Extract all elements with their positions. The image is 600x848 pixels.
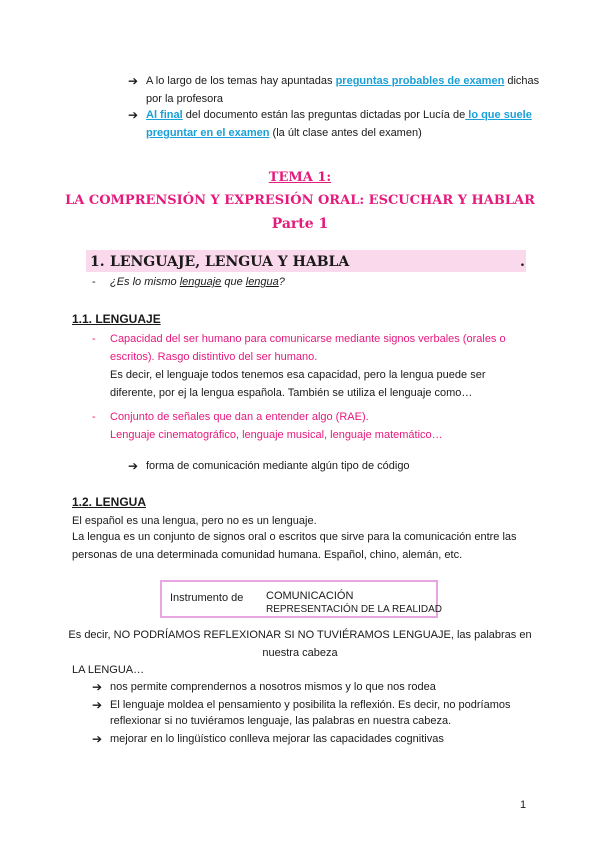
tema-title: TEMA 1: [268,170,332,185]
lengua-p2: La lengua es un conjunto de signos oral o escritos que sirve para la comunicación entre las [72,531,517,543]
section-1-title: LENGUAJE, LENGUA Y HABLA [110,254,350,270]
dash-bullet: - [92,333,96,345]
arrow-icon: ➔ [128,108,139,122]
intro-line-1: A lo largo de los temas hay apuntadas preguntas probables de examen dichas [146,75,540,87]
arrow-icon: ➔ [92,732,103,746]
exam-questions-link[interactable]: preguntas probables de examen [335,75,505,87]
center-line-1: Es decir, NO PODRÍAMOS REFLEXIONAR SI NO TUVIÉRAMOS LENGUAJE, las palabras en [68,629,532,641]
list-item: mejorar en lo lingüístico conlleva mejorar las capacidades cognitivas [110,733,444,745]
dash-bullet: - [92,411,96,423]
lenguaje-def-1: Capacidad del ser humano para comunicarse mediante signos verbales (orales o [110,333,506,345]
preguntar-link[interactable]: preguntar en el examen [146,127,270,139]
arrow-icon: ➔ [92,680,103,694]
lenguaje-expl-2: diferente, por ej la lengua española. También se utiliza el lenguaje como… [110,387,473,399]
list-item: El lenguaje moldea el pensamiento y posibilita la reflexión. Es decir, no podríamos [110,699,511,711]
lenguaje-examples: Lenguaje cinematográfico, lenguaje musical, lenguaje matemático… [110,429,443,441]
la-lengua-label: LA LENGUA… [72,664,145,676]
lenguaje-def-rae: Conjunto de señales que dan a entender algo (RAE). [110,411,369,423]
arrow-icon: ➔ [128,74,139,88]
arrow-icon: ➔ [92,698,103,712]
section-1-question: ¿Es lo mismo lenguaje que lengua? [110,276,285,288]
lenguaje-expl-1: Es decir, el lenguaje todos tenemos esa capacidad, pero la lengua puede ser [110,369,486,381]
center-line-2: nuestra cabeza [262,647,338,659]
dash-bullet: - [92,276,96,288]
al-final-link[interactable]: Al final [146,109,183,121]
lenguaje-arrow-text: forma de comunicación mediante algún tipo de código [146,460,410,472]
subsection-lenguaje-title: 1.1. LENGUAJE [72,312,161,326]
lengua-p3: personas de una determinada comunidad humana. Español, chino, alemán, etc. [72,549,463,561]
box-line-1: COMUNICACIÓN [266,590,354,602]
box-line-2: REPRESENTACIÓN DE LA REALIDAD [266,604,442,615]
box-label: Instrumento de [170,592,244,604]
lenguaje-def-2: escritos). Rasgo distintivo del ser humano. [110,351,318,363]
lo-que-suele-link[interactable]: lo que suele [465,109,532,121]
tema-subtitle: LA COMPRENSIÓN Y EXPRESIÓN ORAL: ESCUCHAR Y HABLAR [65,193,535,208]
page-number: 1 [520,799,527,811]
list-item: nos permite comprendernos a nosotros mismos y lo que nos rodea [110,681,436,693]
intro-line-4: preguntar en el examen (la últ clase antes del examen) [146,127,422,139]
parte-title: Parte 1 [271,216,329,232]
list-item-continuation: reflexionar si no tuviéramos lenguaje, las palabras en nuestra cabeza. [110,715,452,727]
intro-line-2: por la profesora [146,93,224,105]
subsection-lengua-title: 1.2. LENGUA [72,495,147,509]
arrow-icon: ➔ [128,459,139,473]
section-1-trailing: . [520,254,525,270]
intro-line-3: Al final del documento están las preguntas dictadas por Lucía de lo que suele [146,109,532,121]
lengua-p1: El español es una lengua, pero no es un lenguaje. [72,515,317,527]
section-1-number: 1. [90,254,105,270]
